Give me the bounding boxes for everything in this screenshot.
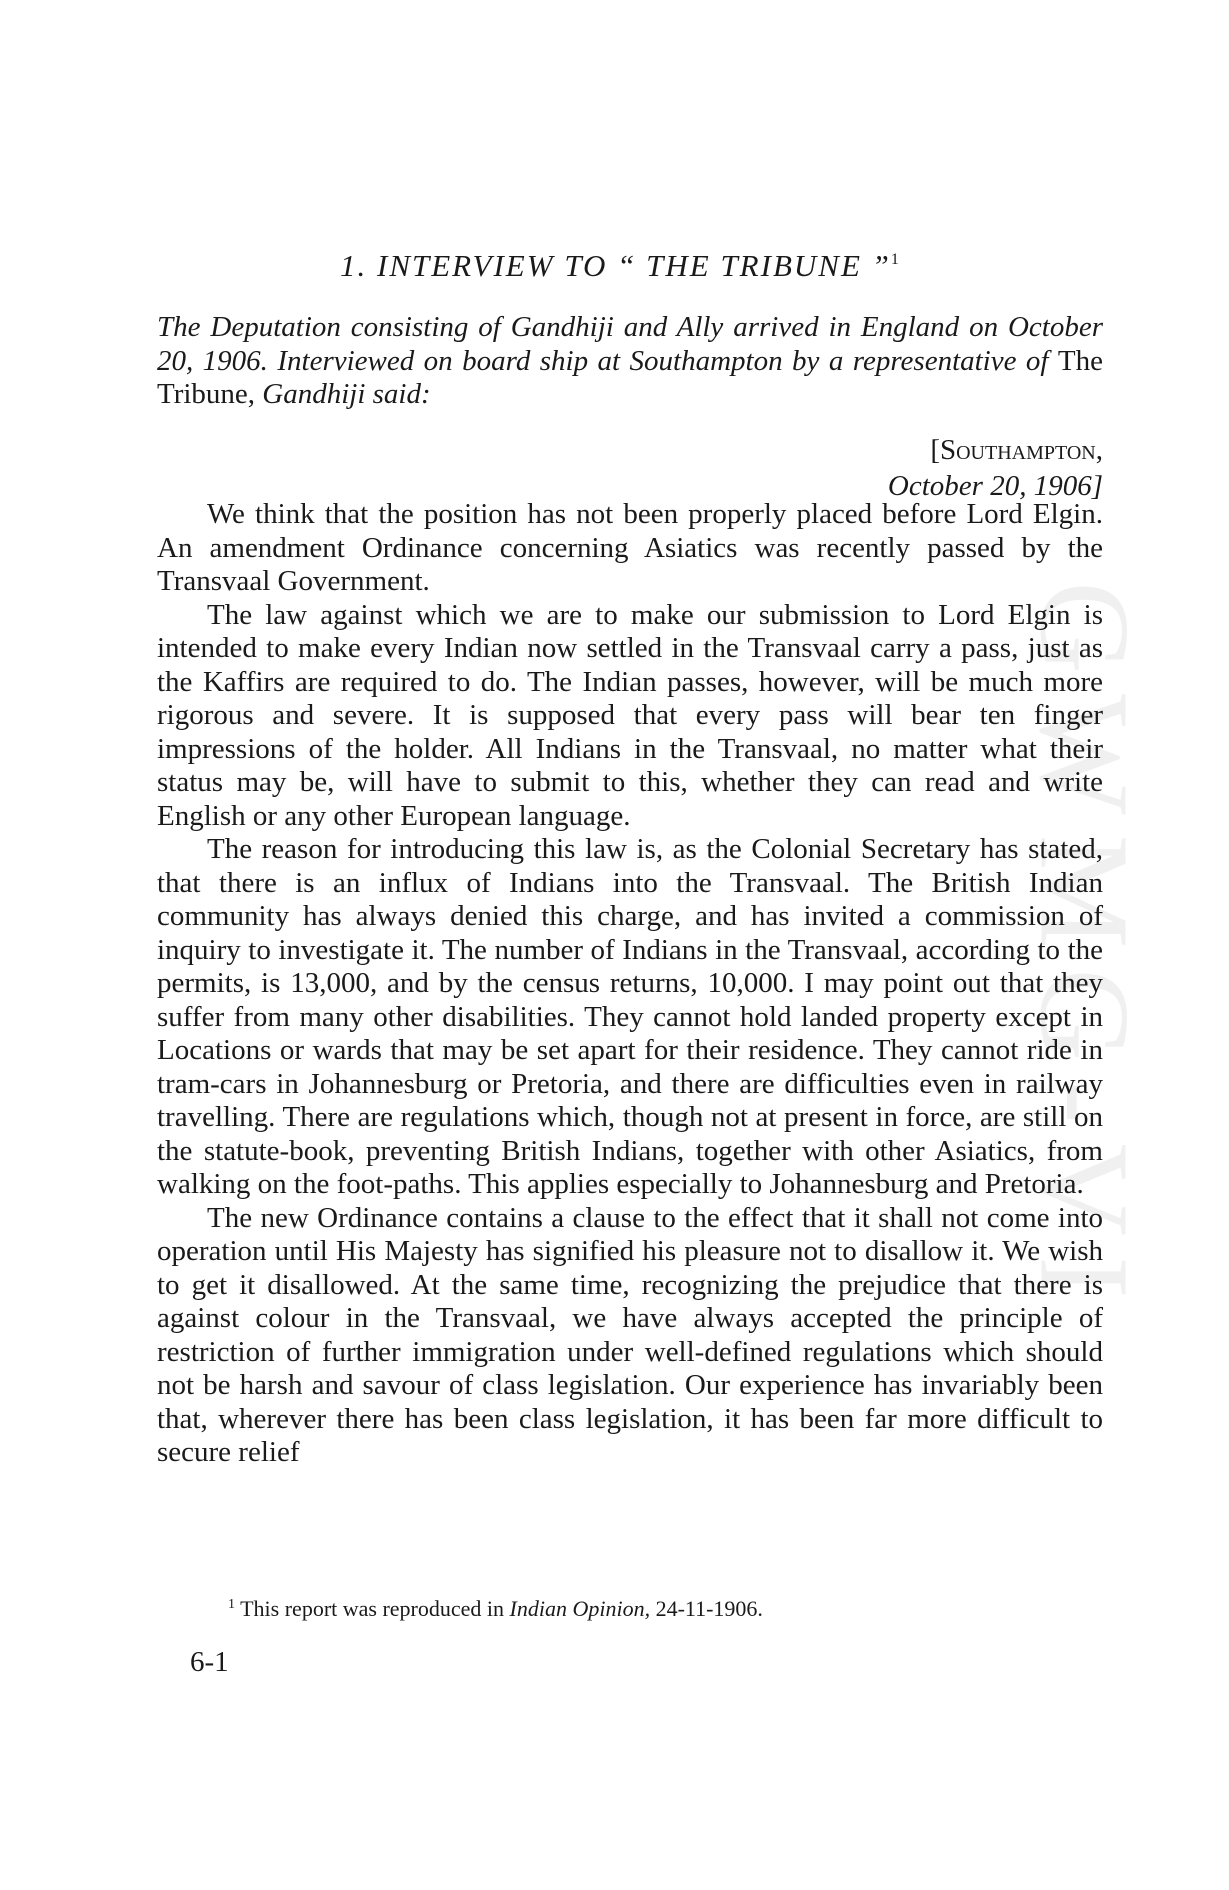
paragraph-2: The law against which we are to make our submission to Lord Elgin is intended to make every Indian now settled in the Transvaal carry a pass, just as the Kaffirs are required to do. The Indian passes, however, will be much more rigorous and severe. It is supposed that every pass will bear ten finger impressions of the holder. All Indians in the Transvaal, no matter what their status may be, will have to submit to this, whether they can read and write English or any other European language. [157,598,1103,832]
paragraph-3: The reason for introducing this law is, as the Colonial Secretary has stated, that there is an influx of Indians into the Transvaal. The British Indian community has always denied this charge, and has invited a commission of inquiry to investigate it. The number of Indians in the Transvaal, according to the permits, is 13,000, and by the census returns, 10,000. I may point out that they suffer from many other disabilities. They cannot hold landed property except in Locations or wards that may be set apart for their residence. They cannot ride in tram-cars in Johannesburg or Pretoria, and there are difficulties even in railway travelling. There are regulations which, though not at present in force, are still on the statute-book, preventing British Indians, together with other Asiatics, from walking on the foot-paths. This applies especially to Johannesburg and Pretoria. [157,833,1103,1200]
footnote-text: This report was reproduced in [240,1596,505,1621]
footnote-source: Indian Opinion, [509,1596,651,1621]
intro-part-1: The Deputation consisting of Gandhiji and Ally arrived in England on October 20, 1906. Interviewed on board ship at Southampton by a representative of [157,311,1103,377]
dateline-date: October 20, 1906] [887,470,1103,502]
footnote-marker: 1 [228,1597,235,1612]
title-footnote-marker: 1 [890,251,901,268]
page-number: 6-1 [190,1646,229,1678]
footnote-date: 24-11-1906. [655,1596,763,1621]
page-title [340,248,901,284]
paragraph-1: We think that the position has not been properly placed before Lord Elgin. An amendment Ordinance concerning Asiatics was recently passed by the Transvaal Government. [157,498,1103,597]
intro-note [157,311,1103,412]
footnote [228,1596,763,1622]
watermark-text: GWMG-VI [1014,581,1156,1319]
intro-part-2: Gandhiji said: [262,378,431,410]
intro-publication: The Tribune, [157,344,1104,410]
dateline-place: [Southampton, [930,434,1103,466]
paragraph-4: The new Ordinance contains a clause to the effect that it shall not come into operation until His Majesty has signified his pleasure not to disallow it. We wish to get it disallowed. At the same time, recognizing the prejudice that there is against colour in the Transvaal, we have always accepted the principle of restriction of further immigration under well-defined regulations which should not be harsh and savour of class legislation. Our experience has invariably been that, wherever there has been class legislation, it has been far more difficult to secure relief [157,1201,1103,1468]
title-text: 1. INTERVIEW TO “ THE TRIBUNE ” [340,248,891,283]
article-body [157,498,1103,1470]
dateline [880,432,1103,504]
